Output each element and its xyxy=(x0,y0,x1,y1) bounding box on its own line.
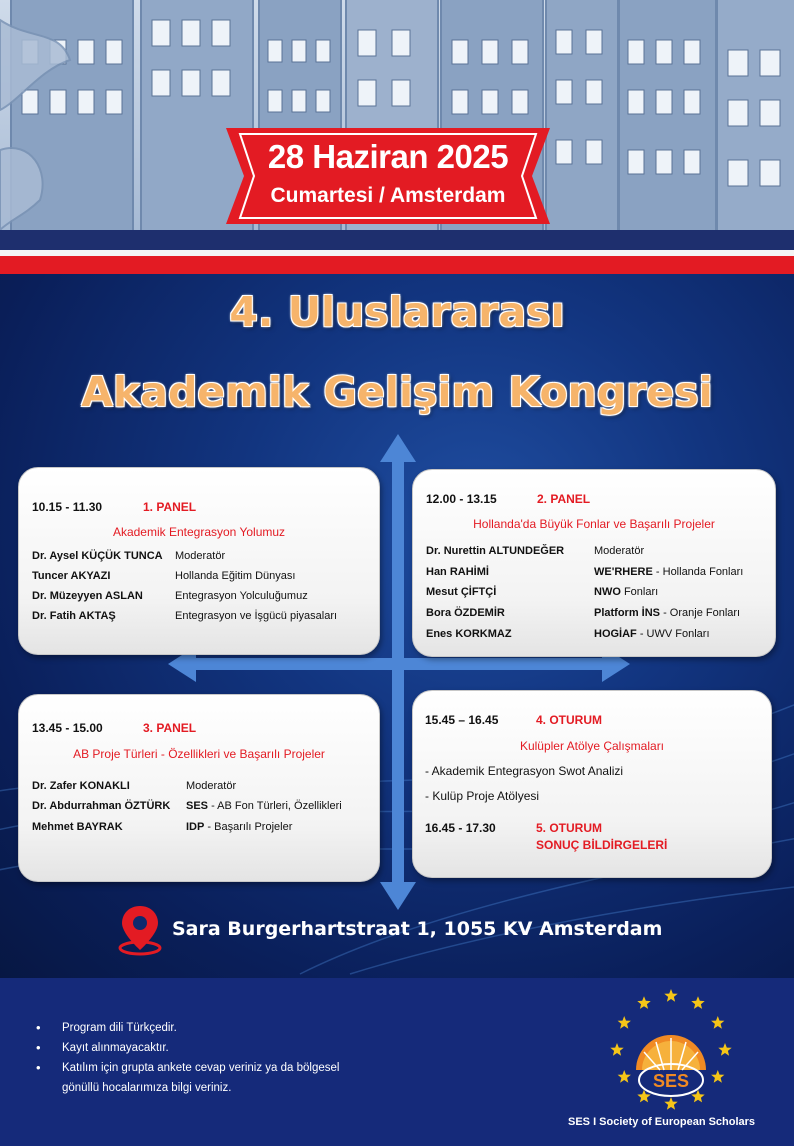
logo-star xyxy=(711,1016,724,1029)
panel-2-role: HOGİAF - UWV Fonları xyxy=(594,628,710,640)
panel-1-role: Moderatör xyxy=(175,550,226,562)
panel-2-role: Platform İNS - Oranje Fonları xyxy=(594,607,741,619)
session-4-item: - Akademik Entegrasyon Swot Analizi xyxy=(425,764,624,778)
session-4-item: - Kulüp Proje Atölyesi xyxy=(425,789,540,803)
note-item: • Program dili Türkçedir. xyxy=(34,1018,364,1038)
event-place: Cumartesi / Amsterdam xyxy=(270,184,506,207)
note-item: • Kayıt alınmayacaktır. xyxy=(34,1038,364,1058)
stripe-red xyxy=(0,256,794,274)
panel-1-name: Dr. Aysel KÜÇÜK TUNCA xyxy=(32,550,163,562)
logo-star xyxy=(610,1043,623,1056)
panel-1-role: Hollanda Eğitim Dünyası xyxy=(175,570,296,582)
logo-star xyxy=(637,996,650,1009)
panel-3-name: Dr. Abdurrahman ÖZTÜRK xyxy=(32,800,171,812)
logo-text: SES xyxy=(652,1071,690,1091)
panel-3-role: SES - AB Fon Türleri, Özellikleri xyxy=(186,800,342,812)
panel-3-role: IDP - Başarılı Projeler xyxy=(186,821,293,833)
panel-1-card xyxy=(18,467,380,655)
panel-2-label: 2. PANEL xyxy=(537,492,591,506)
notes-list xyxy=(34,1018,364,1098)
panel-2-name: Dr. Nurettin ALTUNDEĞER xyxy=(426,545,565,557)
note-item: • Katılım için grupta ankete cevap veriniz ya da bölgesel gönüllü hocalarımıza bilgi veriniz. xyxy=(34,1058,364,1098)
panel-1-time: 10.15 - 11.30 xyxy=(32,500,103,514)
panel-1-name: Tuncer AKYAZI xyxy=(32,570,111,582)
logo-star xyxy=(664,989,677,1002)
session-5-sublabel: SONUÇ BİLDİRGELERİ xyxy=(536,838,668,852)
panel-3-name: Mehmet BAYRAK xyxy=(32,821,123,833)
panel-2-name: Mesut ÇİFTÇİ xyxy=(426,586,497,598)
stripe-navy xyxy=(0,230,794,250)
event-date: 28 Haziran 2025 xyxy=(267,138,509,175)
panel-3-topic: AB Proje Türleri - Özellikleri ve Başarılı Projeler xyxy=(73,747,325,761)
session-5-time: 16.45 - 17.30 xyxy=(425,821,496,835)
logo-star xyxy=(711,1070,724,1083)
panel-3-role: Moderatör xyxy=(186,780,237,792)
title-line-1: 4. Uluslararası xyxy=(229,288,565,336)
session-4-card xyxy=(412,690,772,878)
map-pin-icon xyxy=(118,904,162,956)
date-badge xyxy=(226,126,550,226)
logo-star xyxy=(618,1016,631,1029)
logo-star xyxy=(618,1070,631,1083)
panel-1-role: Entegrasyon ve İşgücü piyasaları xyxy=(175,610,338,622)
panel-3-label: 3. PANEL xyxy=(143,721,197,735)
logo-star xyxy=(718,1043,731,1056)
panel-2-name: Bora ÖZDEMİR xyxy=(426,607,505,619)
panel-2-name: Han RAHİMİ xyxy=(426,566,489,578)
session-4-topic: Kulüpler Atölye Çalışmaları xyxy=(519,739,665,753)
panel-3-name: Dr. Zafer KONAKLI xyxy=(32,780,130,792)
title-line-2: Akademik Gelişim Kongresi xyxy=(81,368,713,416)
panel-2-card xyxy=(412,469,776,657)
logo-star xyxy=(691,996,704,1009)
panel-2-time: 12.00 - 13.15 xyxy=(426,492,497,506)
session-4-time: 15.45 – 16.45 xyxy=(425,713,499,727)
main-section xyxy=(0,274,794,978)
panel-2-role: NWO Fonları xyxy=(594,586,659,598)
session-5-label: 5. OTURUM xyxy=(536,821,602,835)
venue-address: Sara Burgerhartstraat 1, 1055 KV Amsterdam xyxy=(172,918,663,940)
panel-2-role: Moderatör xyxy=(594,545,645,557)
panel-3-card xyxy=(18,694,380,882)
org-name: SES I Society of European Scholars xyxy=(568,1116,756,1128)
panel-2-name: Enes KORKMAZ xyxy=(426,628,512,640)
panel-1-name: Dr. Fatih AKTAŞ xyxy=(32,610,116,622)
session-4-label: 4. OTURUM xyxy=(536,713,602,727)
panel-1-role: Entegrasyon Yolculuğumuz xyxy=(175,590,308,602)
panel-1-topic: Akademik Entegrasyon Yolumuz xyxy=(112,525,286,539)
logo-star xyxy=(664,1097,677,1110)
panel-1-name: Dr. Müzeyyen ASLAN xyxy=(32,590,143,602)
panel-3-time: 13.45 - 15.00 xyxy=(32,721,103,735)
ses-logo xyxy=(606,988,736,1116)
panel-2-role: WE'RHERE - Hollanda Fonları xyxy=(594,566,744,578)
panel-1-label: 1. PANEL xyxy=(143,500,197,514)
panel-2-topic: Hollanda'da Büyük Fonlar ve Başarılı Projeler xyxy=(473,517,715,531)
